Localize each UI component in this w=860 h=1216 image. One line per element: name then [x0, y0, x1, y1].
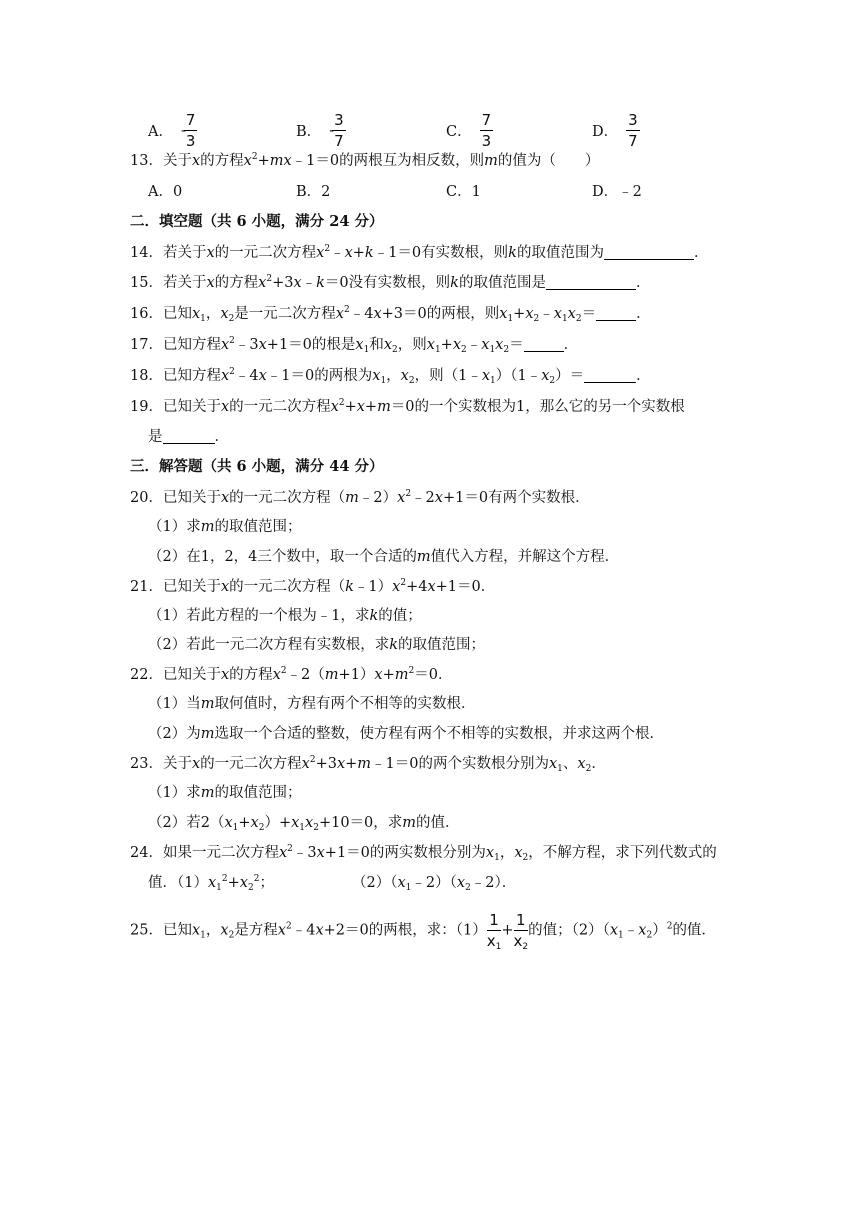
- fraction-one-over-x1: $\frac{1}{x_1}$: [486, 911, 502, 952]
- q12-option-a: A． - $\frac{7}{3}$: [148, 111, 196, 150]
- section-fill-in-heading: 二．填空题（共 6 小题，满分 24 分）: [130, 213, 384, 230]
- answer-blank: [524, 337, 564, 352]
- answer-blank: [546, 275, 636, 290]
- question-22-part-1: （1）当m取何值时，方程有两个不相等的实数根．: [148, 696, 476, 712]
- q13-option-d: D．﹣2: [592, 184, 642, 200]
- question-15: 15．若关于x的方程$x^2+3x﹣k=0$没有实数根，则k的取值范围是 ．: [130, 274, 651, 291]
- question-16: 16．已知$x_1$，$x_2$是一元二次方程$x^2﹣4x+3=0$的两根，则$x_1+x_2﹣x_1x_2=$ ．: [130, 305, 651, 324]
- answer-blank: [596, 306, 636, 321]
- q13-option-a: A．0: [148, 184, 183, 200]
- question-20-part-2: （2）在1，2，4三个数中，取一个合适的m值代入方程，并解这个方程．: [148, 549, 620, 565]
- question-21-part-2: （2）若此一元二次方程有实数根，求k的取值范围；: [148, 637, 486, 653]
- question-24-line2: 值．$(1)x_1^2+x_2^2$；: [148, 874, 274, 893]
- question-17: 17．已知方程$x^2﹣3x+1=0$的根是$x_1$和$x_2$，则$x_1+x_2﹣x_1x_2=$ ．: [130, 336, 579, 355]
- question-24: 24．如果一元二次方程$x^2﹣3x+1=0$的两实数根分别为$x_1$，$x_2$，不解方程，求下列代数式的: [130, 844, 717, 863]
- question-19: 19．已知关于x的一元二次方程$x^2+x+m=0$的一个实数根为1，那么它的另一个实数根: [130, 398, 685, 415]
- q12-option-c: C． $\frac{7}{3}$: [446, 111, 492, 150]
- fraction-one-over-x2: $\frac{1}{x_2}$: [513, 911, 529, 952]
- question-20-part-1: （1）求m的取值范围；: [148, 519, 302, 535]
- question-23: 23．关于x的一元二次方程$x^2+3x+m﹣1=0$的两个实数根分别为$x_1$、$x_2$．: [130, 755, 606, 774]
- question-25: 25．已知$x_1$，$x_2$是方程$x^2﹣4x+2=0$的两根，求：（1） $\frac{1}{x_1}$ + $\frac{1}{x_2}$ 的值；$(2)(x_1﹣x_2)^2$的值．: [130, 911, 716, 952]
- answer-blank: [163, 429, 215, 444]
- q12-option-d: D． $\frac{3}{7}$: [592, 111, 638, 150]
- question-22-part-2: （2）为m选取一个合适的整数，使方程有两个不相等的实数根，并求这两个根．: [148, 726, 664, 742]
- question-23-part-1: （1）求m的取值范围；: [148, 785, 302, 801]
- answer-blank: [604, 245, 694, 260]
- question-13: 13．关于x的方程$x^2+mx﹣1=0$的两根互为相反数，则m的值为（ ）: [130, 152, 600, 169]
- question-20: 20．已知关于x的一元二次方程$(m﹣2)x^2﹣2x+1=0$有两个实数根．: [130, 489, 590, 506]
- question-18: 18．已知方程$x^2﹣4x﹣1=0$的两根为$x_1$，$x_2$，则$(1﹣x_1)(1﹣x_2)=$ ．: [130, 367, 651, 386]
- q13-option-b: B．2: [296, 184, 331, 200]
- question-21-part-1: （1）若此方程的一个根为﹣1，求k的值；: [148, 608, 422, 624]
- section-answer-heading: 三．解答题（共 6 小题，满分 44 分）: [130, 458, 384, 475]
- question-19-line2: 是 ．: [148, 429, 229, 445]
- q12-option-b: B． - $\frac{3}{7}$: [296, 111, 344, 150]
- question-24-part-2: $(2)(x_1﹣2)(x_2﹣2)$．: [352, 875, 517, 893]
- question-23-part-2: （2）若$2(x_1+x_2)+x_1x_2+10=0$，求m的值．: [148, 815, 460, 833]
- answer-blank: [584, 368, 636, 383]
- q13-option-c: C．1: [446, 184, 481, 200]
- question-14: 14．若关于x的一元二次方程$x^2﹣x+k﹣1=0$有实数根，则k的取值范围为 ．: [130, 244, 709, 261]
- question-21: 21．已知关于x的一元二次方程$(k﹣1)x^2+4x+1=0$．: [130, 578, 496, 595]
- question-22: 22．已知关于x的方程$x^2﹣2(m+1)x+m^2=0$．: [130, 666, 453, 683]
